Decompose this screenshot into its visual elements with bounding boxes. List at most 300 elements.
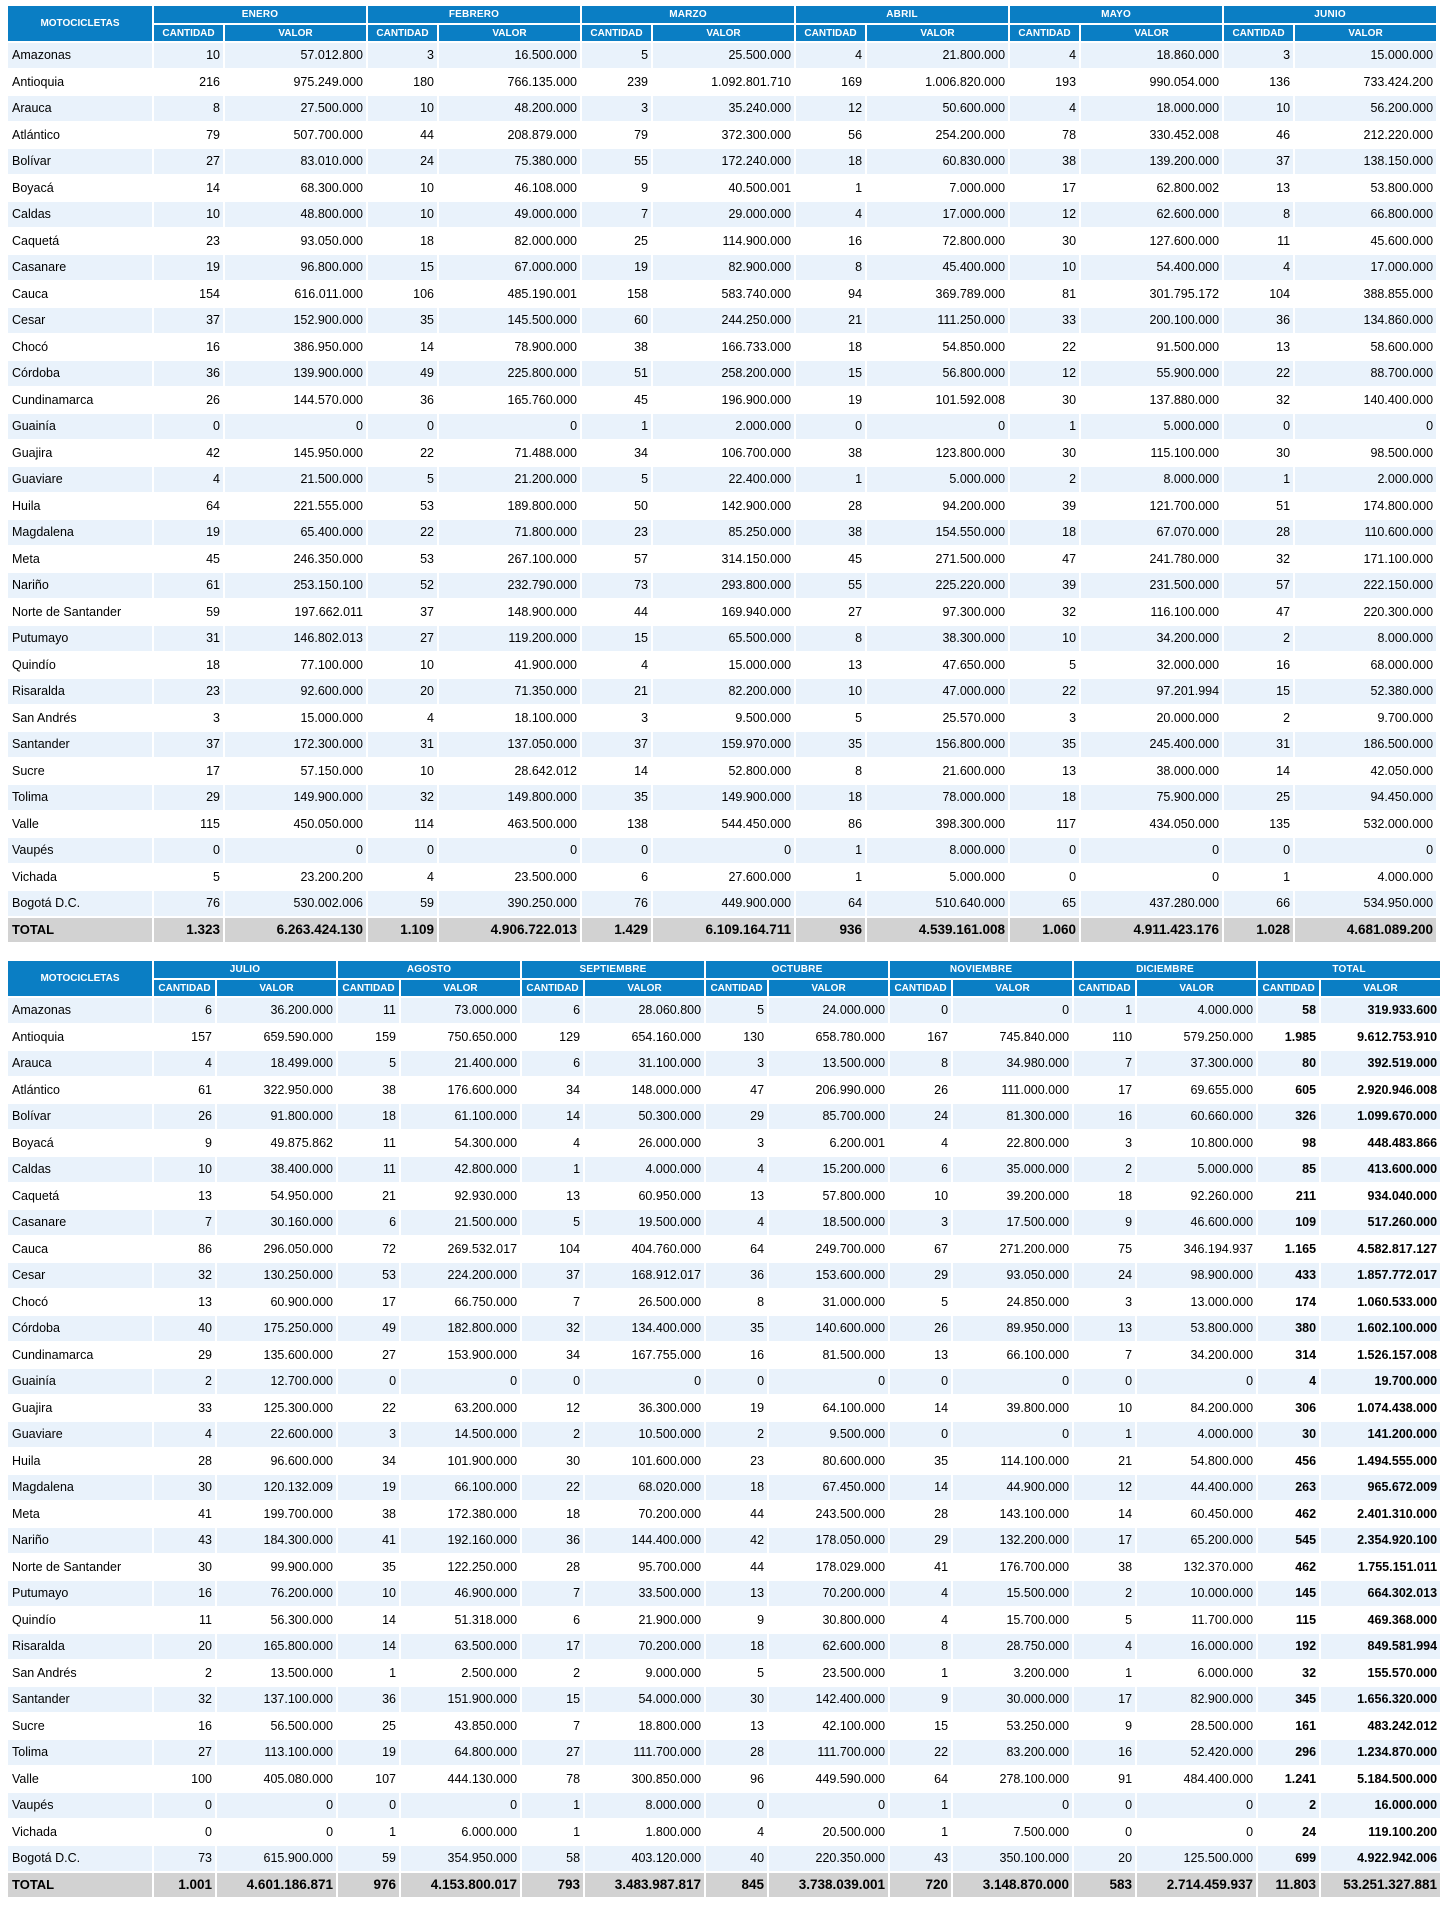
motorcycles-table-jan-jun bbox=[6, 4, 1438, 944]
quantity-cell: 13 bbox=[706, 1184, 767, 1209]
department-cell: Santander bbox=[8, 1687, 152, 1712]
table-row bbox=[8, 96, 1436, 121]
table-row bbox=[8, 520, 1436, 545]
quantity-cell: 8 bbox=[1224, 202, 1293, 227]
quantity-cell: 53 bbox=[368, 547, 437, 572]
value-cell: 80.600.000 bbox=[769, 1449, 888, 1474]
quantity-cell: 12 bbox=[796, 96, 865, 121]
quantity-cell: 0 bbox=[1010, 838, 1079, 863]
quantity-cell: 34 bbox=[582, 441, 651, 466]
quantity-cell: 76 bbox=[154, 891, 223, 916]
quantity-cell: 18 bbox=[796, 785, 865, 810]
table-row bbox=[8, 1555, 1440, 1580]
quantity-cell: 55 bbox=[582, 149, 651, 174]
value-cell: 0 bbox=[953, 1369, 1072, 1394]
quantity-cell: 32 bbox=[1010, 600, 1079, 625]
quantity-cell: 40 bbox=[706, 1846, 767, 1871]
value-cell: 28.500.000 bbox=[1137, 1714, 1256, 1739]
quantity-cell: 326 bbox=[1258, 1104, 1319, 1129]
quantity-cell: 0 bbox=[522, 1369, 583, 1394]
quantity-cell: 180 bbox=[368, 70, 437, 95]
department-cell: Córdoba bbox=[8, 1316, 152, 1341]
value-header: VALOR bbox=[1081, 25, 1222, 41]
value-cell: 29.000.000 bbox=[653, 202, 794, 227]
value-cell: 81.500.000 bbox=[769, 1343, 888, 1368]
quantity-cell: 19 bbox=[338, 1740, 399, 1765]
quantity-cell: 18 bbox=[154, 653, 223, 678]
table-row bbox=[8, 838, 1436, 863]
month-header-julio: JULIO bbox=[154, 961, 336, 978]
value-cell: 15.500.000 bbox=[953, 1581, 1072, 1606]
quantity-cell: 33 bbox=[154, 1396, 215, 1421]
quantity-cell: 44 bbox=[706, 1502, 767, 1527]
value-cell: 77.100.000 bbox=[225, 653, 366, 678]
table-row bbox=[8, 467, 1436, 492]
quantity-cell: 17 bbox=[1074, 1078, 1135, 1103]
value-cell: 92.930.000 bbox=[401, 1184, 520, 1209]
quantity-cell: 14 bbox=[154, 176, 223, 201]
total-quantity-cell: 1.109 bbox=[368, 918, 437, 942]
value-cell: 2.354.920.100 bbox=[1321, 1528, 1440, 1553]
department-cell: Arauca bbox=[8, 96, 152, 121]
quantity-cell: 23 bbox=[706, 1449, 767, 1474]
quantity-cell: 55 bbox=[796, 573, 865, 598]
quantity-cell: 5 bbox=[582, 43, 651, 68]
value-cell: 175.250.000 bbox=[217, 1316, 336, 1341]
month-header-febrero: FEBRERO bbox=[368, 6, 580, 23]
table-row bbox=[8, 1210, 1440, 1235]
quantity-cell: 104 bbox=[522, 1237, 583, 1262]
value-cell: 0 bbox=[1137, 1820, 1256, 1845]
quantity-header: CANTIDAD bbox=[796, 25, 865, 41]
quantity-cell: 12 bbox=[1010, 202, 1079, 227]
quantity-cell: 15 bbox=[582, 626, 651, 651]
value-cell: 258.200.000 bbox=[653, 361, 794, 386]
table-row bbox=[8, 1316, 1440, 1341]
value-cell: 165.760.000 bbox=[439, 388, 580, 413]
quantity-cell: 31 bbox=[368, 732, 437, 757]
value-cell: 159.970.000 bbox=[653, 732, 794, 757]
quantity-cell: 38 bbox=[796, 441, 865, 466]
value-cell: 166.733.000 bbox=[653, 335, 794, 360]
department-cell: Vichada bbox=[8, 865, 152, 890]
table-row bbox=[8, 600, 1436, 625]
department-cell: Putumayo bbox=[8, 626, 152, 651]
quantity-cell: 9 bbox=[154, 1131, 215, 1156]
quantity-cell: 4 bbox=[796, 202, 865, 227]
value-cell: 60.830.000 bbox=[867, 149, 1008, 174]
value-cell: 55.900.000 bbox=[1081, 361, 1222, 386]
quantity-cell: 36 bbox=[338, 1687, 399, 1712]
quantity-cell: 6 bbox=[890, 1157, 951, 1182]
value-cell: 530.002.006 bbox=[225, 891, 366, 916]
value-cell: 244.250.000 bbox=[653, 308, 794, 333]
value-cell: 47.000.000 bbox=[867, 679, 1008, 704]
quantity-cell: 1 bbox=[890, 1820, 951, 1845]
value-cell: 89.950.000 bbox=[953, 1316, 1072, 1341]
value-cell: 41.900.000 bbox=[439, 653, 580, 678]
quantity-cell: 17 bbox=[1074, 1528, 1135, 1553]
value-cell: 766.135.000 bbox=[439, 70, 580, 95]
quantity-cell: 1 bbox=[522, 1157, 583, 1182]
quantity-cell: 19 bbox=[338, 1475, 399, 1500]
quantity-cell: 0 bbox=[1074, 1820, 1135, 1845]
value-cell: 66.750.000 bbox=[401, 1290, 520, 1315]
value-cell: 114.900.000 bbox=[653, 229, 794, 254]
quantity-cell: 13 bbox=[706, 1714, 767, 1739]
quantity-cell: 32 bbox=[522, 1316, 583, 1341]
total-value-cell: 3.148.870.000 bbox=[953, 1873, 1072, 1897]
quantity-cell: 42 bbox=[706, 1528, 767, 1553]
department-cell: Santander bbox=[8, 732, 152, 757]
value-cell: 168.912.017 bbox=[585, 1263, 704, 1288]
value-cell: 66.100.000 bbox=[401, 1475, 520, 1500]
quantity-cell: 100 bbox=[154, 1767, 215, 1792]
month-header-mayo: MAYO bbox=[1010, 6, 1222, 23]
quantity-cell: 10 bbox=[796, 679, 865, 704]
value-cell: 4.922.942.006 bbox=[1321, 1846, 1440, 1871]
department-cell: Amazonas bbox=[8, 998, 152, 1023]
quantity-cell: 35 bbox=[582, 785, 651, 810]
quantity-cell: 47 bbox=[706, 1078, 767, 1103]
quantity-cell: 462 bbox=[1258, 1555, 1319, 1580]
corner-header: MOTOCICLETAS bbox=[8, 6, 152, 41]
value-cell: 71.488.000 bbox=[439, 441, 580, 466]
value-cell: 49.875.862 bbox=[217, 1131, 336, 1156]
value-cell: 296.050.000 bbox=[217, 1237, 336, 1262]
value-cell: 0 bbox=[1137, 1369, 1256, 1394]
value-cell: 119.200.000 bbox=[439, 626, 580, 651]
quantity-cell: 1 bbox=[796, 838, 865, 863]
value-header: VALOR bbox=[225, 25, 366, 41]
value-cell: 510.640.000 bbox=[867, 891, 1008, 916]
value-cell: 534.950.000 bbox=[1295, 891, 1436, 916]
value-cell: 91.800.000 bbox=[217, 1104, 336, 1129]
quantity-cell: 0 bbox=[154, 838, 223, 863]
quantity-cell: 6 bbox=[338, 1210, 399, 1235]
value-cell: 60.660.000 bbox=[1137, 1104, 1256, 1129]
value-cell: 45.600.000 bbox=[1295, 229, 1436, 254]
value-cell: 8.000.000 bbox=[1081, 467, 1222, 492]
value-cell: 0 bbox=[1137, 1793, 1256, 1818]
value-cell: 65.500.000 bbox=[653, 626, 794, 651]
value-cell: 463.500.000 bbox=[439, 812, 580, 837]
quantity-cell: 47 bbox=[1010, 547, 1079, 572]
quantity-cell: 10 bbox=[154, 1157, 215, 1182]
table-row bbox=[8, 308, 1436, 333]
value-cell: 53.250.000 bbox=[953, 1714, 1072, 1739]
department-cell: Valle bbox=[8, 1767, 152, 1792]
value-cell: 75.900.000 bbox=[1081, 785, 1222, 810]
table-row bbox=[8, 123, 1436, 148]
value-cell: 134.860.000 bbox=[1295, 308, 1436, 333]
quantity-cell: 4 bbox=[1074, 1634, 1135, 1659]
department-cell: Sucre bbox=[8, 1714, 152, 1739]
quantity-cell: 57 bbox=[1224, 573, 1293, 598]
value-cell: 278.100.000 bbox=[953, 1767, 1072, 1792]
value-cell: 18.860.000 bbox=[1081, 43, 1222, 68]
value-cell: 138.150.000 bbox=[1295, 149, 1436, 174]
value-cell: 94.450.000 bbox=[1295, 785, 1436, 810]
total-quantity-cell: 1.028 bbox=[1224, 918, 1293, 942]
quantity-cell: 30 bbox=[1010, 229, 1079, 254]
value-cell: 15.000.000 bbox=[225, 706, 366, 731]
quantity-cell: 314 bbox=[1258, 1343, 1319, 1368]
quantity-cell: 154 bbox=[154, 282, 223, 307]
quantity-cell: 32 bbox=[1224, 388, 1293, 413]
value-cell: 4.000.000 bbox=[1137, 1422, 1256, 1447]
value-cell: 1.857.772.017 bbox=[1321, 1263, 1440, 1288]
quantity-cell: 10 bbox=[1010, 626, 1079, 651]
quantity-cell: 18 bbox=[1010, 785, 1079, 810]
quantity-header: CANTIDAD bbox=[1010, 25, 1079, 41]
quantity-cell: 73 bbox=[154, 1846, 215, 1871]
value-cell: 92.600.000 bbox=[225, 679, 366, 704]
quantity-cell: 4 bbox=[522, 1131, 583, 1156]
quantity-cell: 0 bbox=[1010, 865, 1079, 890]
department-cell: Antioquia bbox=[8, 1025, 152, 1050]
value-cell: 231.500.000 bbox=[1081, 573, 1222, 598]
quantity-cell: 6 bbox=[522, 1051, 583, 1076]
quantity-cell: 19 bbox=[154, 255, 223, 280]
quantity-cell: 10 bbox=[1074, 1396, 1135, 1421]
value-cell: 664.302.013 bbox=[1321, 1581, 1440, 1606]
quantity-cell: 2 bbox=[522, 1661, 583, 1686]
value-cell: 14.500.000 bbox=[401, 1422, 520, 1447]
value-cell: 130.250.000 bbox=[217, 1263, 336, 1288]
value-header: VALOR bbox=[401, 980, 520, 996]
quantity-cell: 17 bbox=[154, 759, 223, 784]
quantity-cell: 16 bbox=[154, 335, 223, 360]
quantity-cell: 5 bbox=[890, 1290, 951, 1315]
value-cell: 322.950.000 bbox=[217, 1078, 336, 1103]
value-header: VALOR bbox=[653, 25, 794, 41]
value-cell: 172.240.000 bbox=[653, 149, 794, 174]
value-cell: 21.200.000 bbox=[439, 467, 580, 492]
table-row bbox=[8, 229, 1436, 254]
quantity-cell: 2 bbox=[1010, 467, 1079, 492]
quantity-cell: 4 bbox=[1224, 255, 1293, 280]
quantity-cell: 59 bbox=[154, 600, 223, 625]
table-row bbox=[8, 1290, 1440, 1315]
value-cell: 616.011.000 bbox=[225, 282, 366, 307]
value-cell: 50.300.000 bbox=[585, 1104, 704, 1129]
table-row bbox=[8, 335, 1436, 360]
value-cell: 172.300.000 bbox=[225, 732, 366, 757]
table-row bbox=[8, 1369, 1440, 1394]
table-row bbox=[8, 1422, 1440, 1447]
total-value-cell: 4.601.186.871 bbox=[217, 1873, 336, 1897]
table-row bbox=[8, 1528, 1440, 1553]
value-cell: 115.100.000 bbox=[1081, 441, 1222, 466]
value-cell: 56.500.000 bbox=[217, 1714, 336, 1739]
department-cell: Caldas bbox=[8, 1157, 152, 1182]
quantity-cell: 4 bbox=[890, 1581, 951, 1606]
quantity-cell: 5 bbox=[706, 998, 767, 1023]
quantity-cell: 1 bbox=[1074, 1661, 1135, 1686]
value-cell: 174.800.000 bbox=[1295, 494, 1436, 519]
quantity-cell: 135 bbox=[1224, 812, 1293, 837]
quantity-cell: 2 bbox=[1224, 706, 1293, 731]
value-cell: 221.555.000 bbox=[225, 494, 366, 519]
total-quantity-cell: 936 bbox=[796, 918, 865, 942]
month-header-noviembre: NOVIEMBRE bbox=[890, 961, 1072, 978]
value-cell: 9.500.000 bbox=[769, 1422, 888, 1447]
value-cell: 0 bbox=[217, 1820, 336, 1845]
quantity-cell: 22 bbox=[522, 1475, 583, 1500]
value-cell: 144.400.000 bbox=[585, 1528, 704, 1553]
table-row bbox=[8, 1767, 1440, 1792]
value-cell: 22.800.000 bbox=[953, 1131, 1072, 1156]
total-quantity-cell: 11.803 bbox=[1258, 1873, 1319, 1897]
quantity-cell: 30 bbox=[1258, 1422, 1319, 1447]
value-cell: 137.100.000 bbox=[217, 1687, 336, 1712]
value-cell: 8.000.000 bbox=[1295, 626, 1436, 651]
quantity-cell: 114 bbox=[368, 812, 437, 837]
department-cell: Chocó bbox=[8, 335, 152, 360]
quantity-cell: 47 bbox=[1224, 600, 1293, 625]
quantity-cell: 23 bbox=[154, 229, 223, 254]
quantity-cell: 117 bbox=[1010, 812, 1079, 837]
value-cell: 110.600.000 bbox=[1295, 520, 1436, 545]
value-cell: 0 bbox=[225, 414, 366, 439]
total-value-cell: 4.153.800.017 bbox=[401, 1873, 520, 1897]
quantity-cell: 38 bbox=[796, 520, 865, 545]
quantity-cell: 44 bbox=[582, 600, 651, 625]
quantity-cell: 5 bbox=[154, 865, 223, 890]
value-cell: 13.500.000 bbox=[217, 1661, 336, 1686]
quantity-cell: 9 bbox=[582, 176, 651, 201]
value-cell: 27.600.000 bbox=[653, 865, 794, 890]
value-cell: 0 bbox=[585, 1369, 704, 1394]
value-cell: 52.800.000 bbox=[653, 759, 794, 784]
department-cell: Cauca bbox=[8, 1237, 152, 1262]
quantity-cell: 75 bbox=[1074, 1237, 1135, 1262]
quantity-cell: 15 bbox=[522, 1687, 583, 1712]
value-header: VALOR bbox=[1321, 980, 1440, 996]
quantity-cell: 7 bbox=[154, 1210, 215, 1235]
quantity-cell: 51 bbox=[582, 361, 651, 386]
quantity-cell: 78 bbox=[522, 1767, 583, 1792]
table-row bbox=[8, 1608, 1440, 1633]
value-cell: 48.800.000 bbox=[225, 202, 366, 227]
table-row bbox=[8, 626, 1436, 651]
value-cell: 75.380.000 bbox=[439, 149, 580, 174]
value-cell: 98.900.000 bbox=[1137, 1263, 1256, 1288]
quantity-cell: 14 bbox=[338, 1634, 399, 1659]
value-cell: 54.000.000 bbox=[585, 1687, 704, 1712]
quantity-cell: 0 bbox=[796, 414, 865, 439]
value-cell: 33.500.000 bbox=[585, 1581, 704, 1606]
department-cell: Vaupés bbox=[8, 838, 152, 863]
department-cell: Chocó bbox=[8, 1290, 152, 1315]
quantity-cell: 7 bbox=[522, 1290, 583, 1315]
department-cell: Cauca bbox=[8, 282, 152, 307]
value-cell: 1.800.000 bbox=[585, 1820, 704, 1845]
value-cell: 66.800.000 bbox=[1295, 202, 1436, 227]
table-row bbox=[8, 1396, 1440, 1421]
value-cell: 91.500.000 bbox=[1081, 335, 1222, 360]
quantity-cell: 3 bbox=[582, 96, 651, 121]
table-row bbox=[8, 812, 1436, 837]
value-cell: 52.420.000 bbox=[1137, 1740, 1256, 1765]
value-cell: 67.070.000 bbox=[1081, 520, 1222, 545]
quantity-cell: 115 bbox=[1258, 1608, 1319, 1633]
quantity-cell: 16 bbox=[154, 1581, 215, 1606]
subheader-row bbox=[8, 25, 1436, 41]
department-cell: Meta bbox=[8, 1502, 152, 1527]
quantity-cell: 28 bbox=[522, 1555, 583, 1580]
value-cell: 151.900.000 bbox=[401, 1687, 520, 1712]
quantity-cell: 8 bbox=[154, 96, 223, 121]
table-row bbox=[8, 70, 1436, 95]
value-cell: 44.400.000 bbox=[1137, 1475, 1256, 1500]
quantity-cell: 18 bbox=[706, 1475, 767, 1500]
value-header: VALOR bbox=[1137, 980, 1256, 996]
table-row bbox=[8, 1078, 1440, 1103]
value-cell: 182.800.000 bbox=[401, 1316, 520, 1341]
quantity-cell: 5 bbox=[522, 1210, 583, 1235]
quantity-cell: 3 bbox=[890, 1210, 951, 1235]
quantity-cell: 110 bbox=[1074, 1025, 1135, 1050]
department-cell: Huila bbox=[8, 494, 152, 519]
quantity-cell: 7 bbox=[1074, 1051, 1135, 1076]
value-cell: 245.400.000 bbox=[1081, 732, 1222, 757]
quantity-cell: 6 bbox=[522, 998, 583, 1023]
value-cell: 18.000.000 bbox=[1081, 96, 1222, 121]
value-cell: 7.000.000 bbox=[867, 176, 1008, 201]
quantity-cell: 35 bbox=[890, 1449, 951, 1474]
value-cell: 5.000.000 bbox=[1137, 1157, 1256, 1182]
quantity-cell: 0 bbox=[1224, 838, 1293, 863]
value-cell: 225.800.000 bbox=[439, 361, 580, 386]
quantity-cell: 136 bbox=[1224, 70, 1293, 95]
quantity-cell: 64 bbox=[706, 1237, 767, 1262]
table-row bbox=[8, 1237, 1440, 1262]
value-cell: 57.800.000 bbox=[769, 1184, 888, 1209]
quantity-cell: 18 bbox=[368, 229, 437, 254]
quantity-cell: 10 bbox=[1010, 255, 1079, 280]
quantity-cell: 38 bbox=[1010, 149, 1079, 174]
quantity-cell: 12 bbox=[522, 1396, 583, 1421]
total-quantity-cell: 1.323 bbox=[154, 918, 223, 942]
subheader-row bbox=[8, 980, 1440, 996]
quantity-cell: 34 bbox=[522, 1078, 583, 1103]
value-cell: 13.500.000 bbox=[769, 1051, 888, 1076]
value-cell: 398.300.000 bbox=[867, 812, 1008, 837]
quantity-cell: 0 bbox=[1074, 1793, 1135, 1818]
value-cell: 152.900.000 bbox=[225, 308, 366, 333]
quantity-cell: 85 bbox=[1258, 1157, 1319, 1182]
quantity-cell: 34 bbox=[522, 1343, 583, 1368]
table-row bbox=[8, 43, 1436, 68]
quantity-cell: 1.165 bbox=[1258, 1237, 1319, 1262]
value-cell: 38.300.000 bbox=[867, 626, 1008, 651]
value-cell: 1.060.533.000 bbox=[1321, 1290, 1440, 1315]
quantity-cell: 81 bbox=[1010, 282, 1079, 307]
value-cell: 22.600.000 bbox=[217, 1422, 336, 1447]
value-cell: 0 bbox=[1081, 865, 1222, 890]
quantity-cell: 25 bbox=[582, 229, 651, 254]
department-cell: Atlántico bbox=[8, 1078, 152, 1103]
value-cell: 40.500.001 bbox=[653, 176, 794, 201]
quantity-cell: 80 bbox=[1258, 1051, 1319, 1076]
value-cell: 93.050.000 bbox=[953, 1263, 1072, 1288]
total-quantity-cell: 1.060 bbox=[1010, 918, 1079, 942]
value-cell: 1.099.670.000 bbox=[1321, 1104, 1440, 1129]
quantity-cell: 0 bbox=[154, 1793, 215, 1818]
total-row bbox=[8, 1873, 1440, 1897]
